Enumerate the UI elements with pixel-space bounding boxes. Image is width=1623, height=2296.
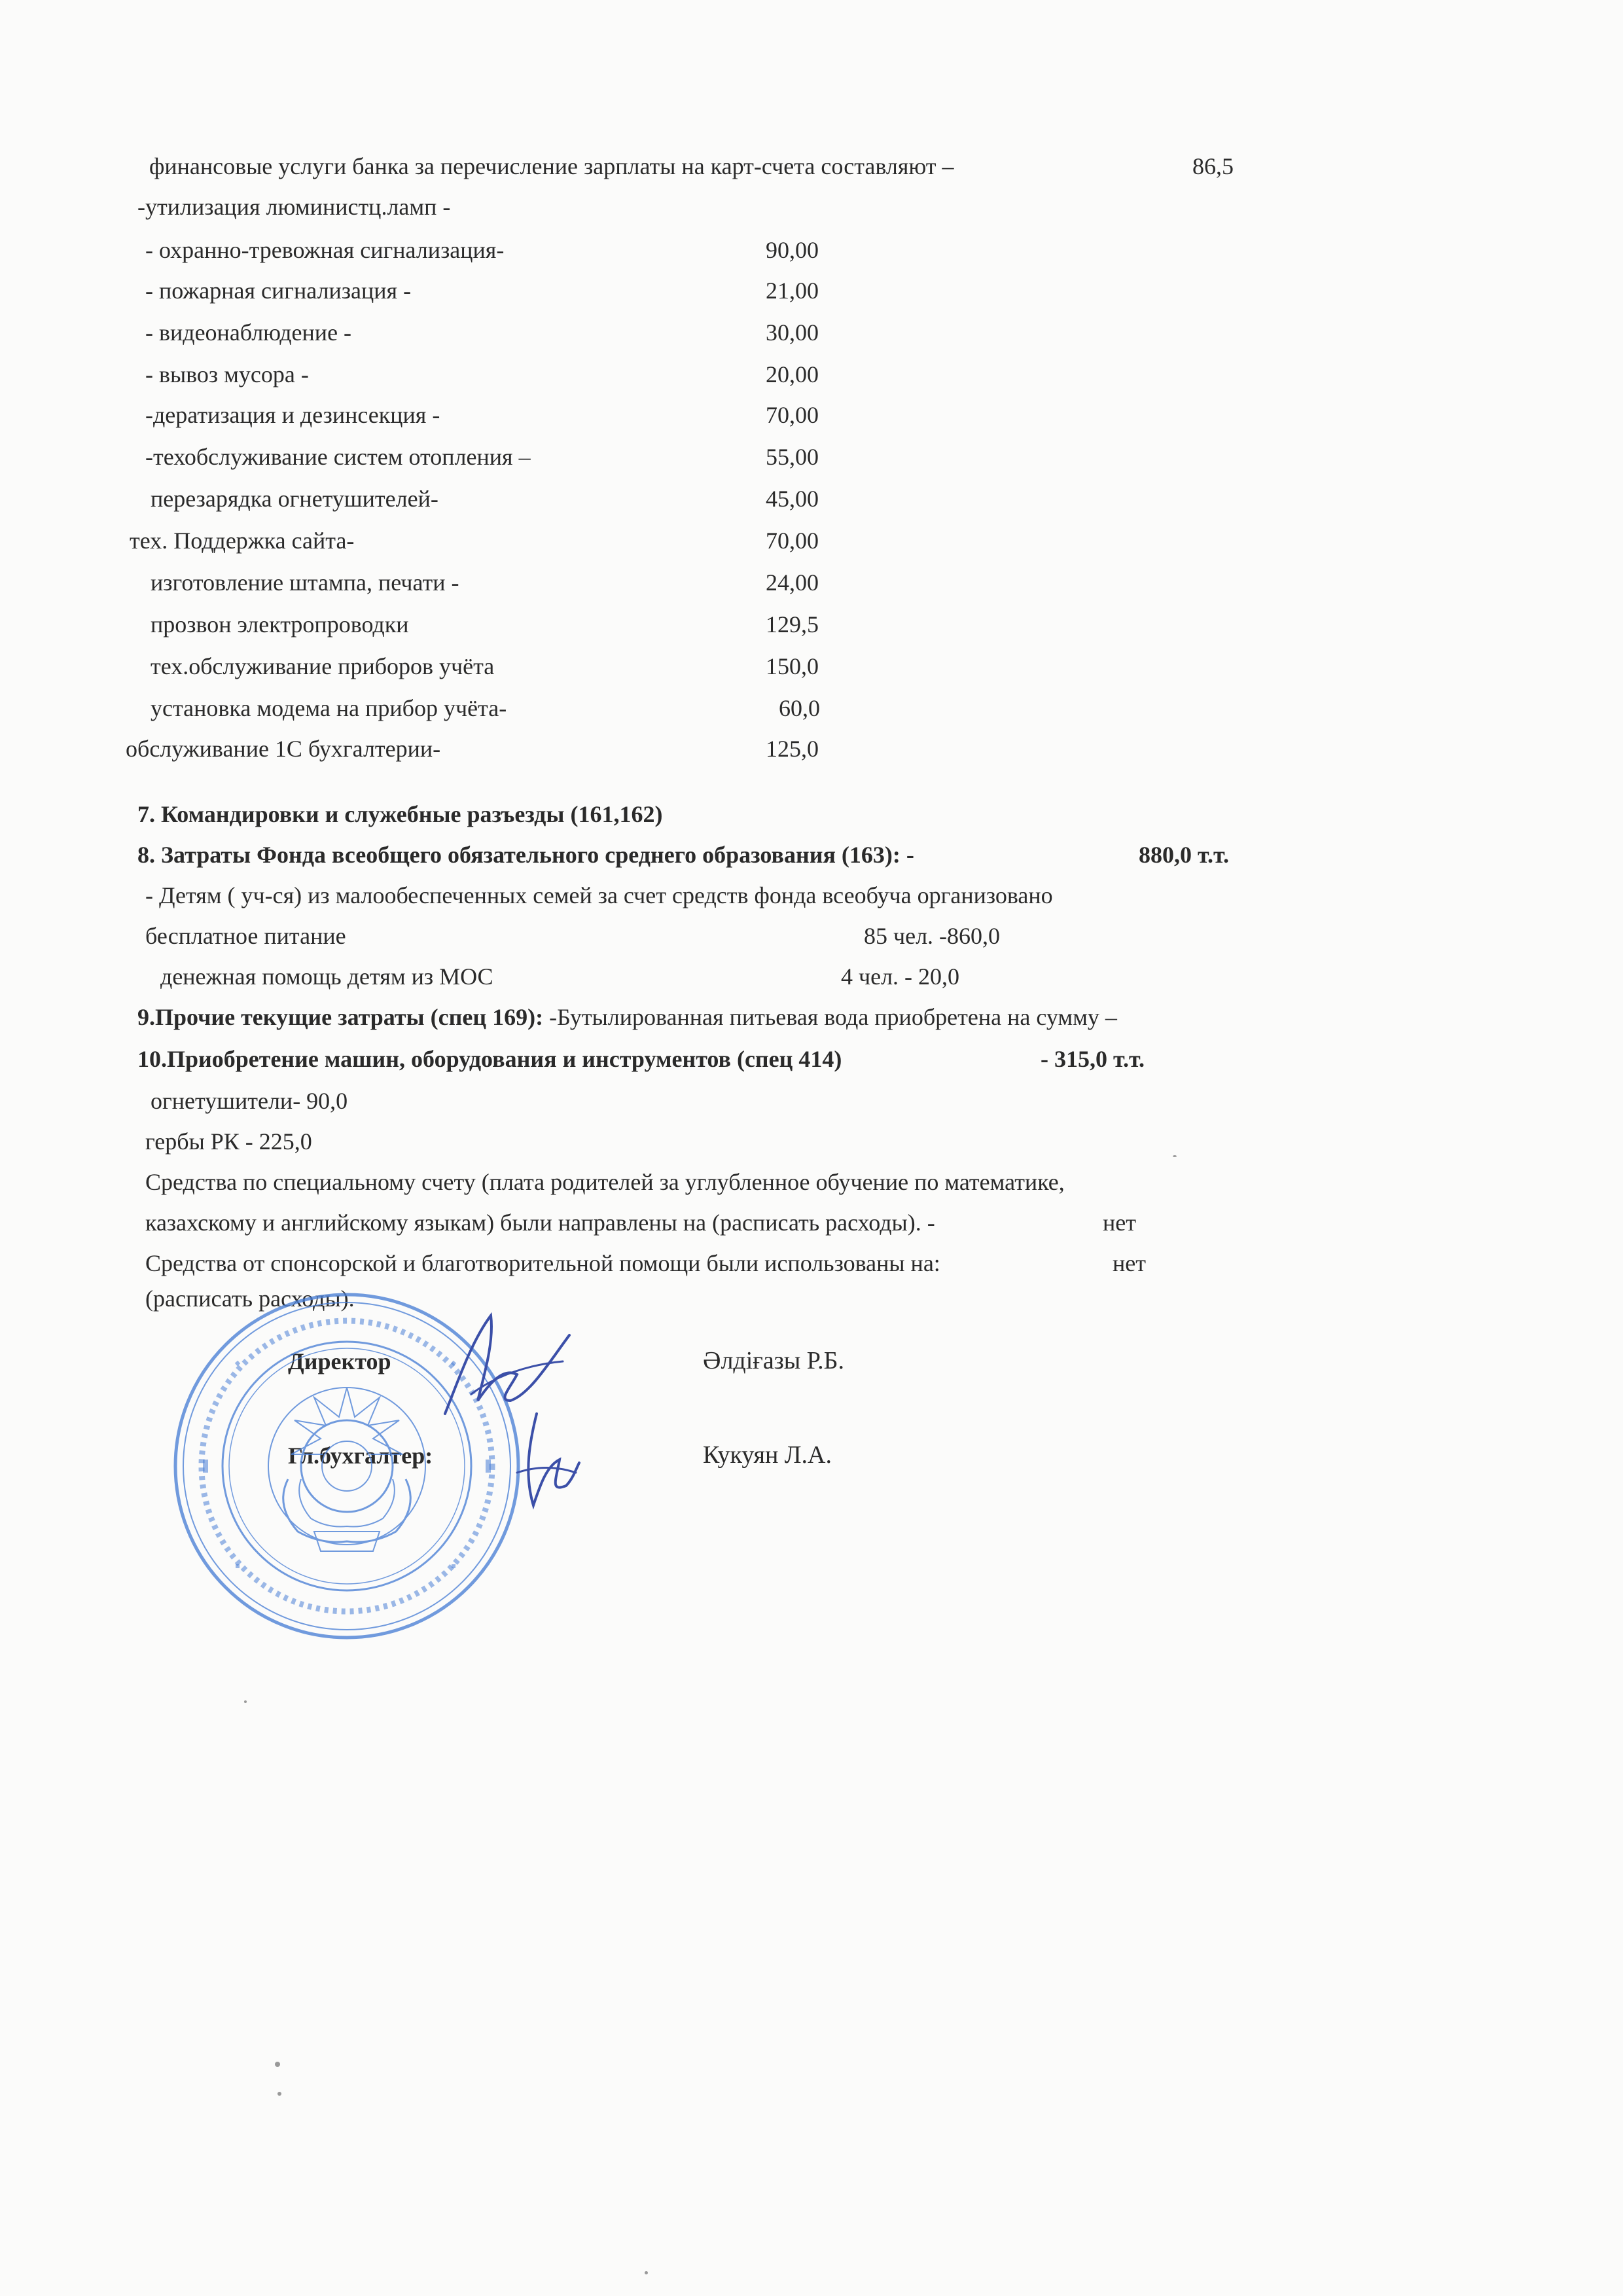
special-account-value: нет (1103, 1210, 1136, 1236)
scan-speck (244, 1700, 247, 1703)
expense-label: тех.обслуживание приборов учёта (151, 653, 495, 679)
section-8-item-label: бесплатное питание (145, 923, 346, 949)
expense-label: -дератизация и дезинсекция - (145, 402, 440, 428)
section-8-item-label: денежная помощь детям из МОС (160, 963, 493, 990)
expense-amount: 150,0 (766, 653, 819, 679)
director-title: Директор (288, 1348, 391, 1374)
expense-amount: 45,00 (766, 486, 819, 512)
section-8-title: 8. Затраты Фонда всеобщего обязательного среднего образования (163): - (137, 842, 914, 868)
expense-label: - пожарная сигнализация - (145, 278, 412, 304)
special-account-line: казахскому и английскому языкам) были направлены на (расписать расходы). - (145, 1210, 935, 1236)
expense-label: обслуживание 1С бухгалтерии- (126, 736, 441, 762)
expense-amount: 86,5 (1192, 153, 1234, 179)
section-8-amount: 880,0 т.т. (1139, 842, 1229, 868)
sponsor-line: (расписать расходы). (145, 1285, 355, 1312)
expense-label: прозвон электропроводки (151, 611, 409, 637)
special-account-line: Средства по специальному счету (плата родителей за углубленное обучение по математике, (145, 1169, 1065, 1195)
expense-label: перезарядка огнетушителей- (151, 486, 438, 512)
section-10-item: гербы РК - 225,0 (145, 1128, 312, 1155)
expense-label: изготовление штампа, печати - (151, 569, 459, 596)
section-8-item-value: 85 чел. -860,0 (864, 923, 1001, 949)
expense-label: финансовые услуги банка за перечисление зарплаты на карт-счета составляют – (149, 153, 954, 179)
expense-label: тех. Поддержка сайта- (130, 528, 355, 554)
scan-speck (645, 2271, 648, 2274)
expense-amount: 90,00 (766, 237, 819, 263)
expense-amount: 21,00 (766, 278, 819, 304)
expense-amount: 125,0 (766, 736, 819, 762)
section-9-text: -Бутылированная питьевая вода приобретена на сумму – (543, 1004, 1117, 1030)
expense-amount: 20,00 (766, 361, 819, 387)
section-9-title: 9.Прочие текущие затраты (спец 169): (137, 1004, 544, 1030)
section-10-amount: - 315,0 т.т. (1041, 1046, 1145, 1072)
expense-amount: 70,00 (766, 402, 819, 428)
director-name: Әлдіғазы Р.Б. (703, 1347, 844, 1374)
expense-label: - видеонаблюдение - (145, 319, 352, 346)
section-8-description: - Детям ( уч-ся) из малообеспеченных семей за счет средств фонда всеобуча организовано (145, 882, 1053, 908)
sponsor-value: нет (1113, 1250, 1146, 1276)
section-7-title: 7. Командировки и служебные разъезды (161,162) (137, 801, 663, 827)
expense-amount: 70,00 (766, 528, 819, 554)
expense-amount: 55,00 (766, 444, 819, 470)
expense-label: -утилизация люминистц.ламп - (137, 194, 451, 220)
scan-speck (1173, 1155, 1177, 1157)
scan-speck (277, 2092, 281, 2096)
accountant-title: Гл.бухгалтер: (288, 1443, 433, 1469)
accountant-name: Кукуян Л.А. (703, 1441, 832, 1469)
expense-amount: 24,00 (766, 569, 819, 596)
expense-label: установка модема на прибор учёта- (151, 695, 507, 721)
expense-label: - охранно-тревожная сигнализация- (145, 237, 505, 263)
expense-amount: 129,5 (766, 611, 819, 637)
sponsor-line: Средства от спонсорской и благотворительной помощи были использованы на: (145, 1250, 940, 1276)
scan-speck (275, 2062, 280, 2067)
expense-amount: 30,00 (766, 319, 819, 346)
section-10-item: огнетушители- 90,0 (151, 1088, 348, 1114)
section-10-title: 10.Приобретение машин, оборудования и инструментов (спец 414) (137, 1046, 842, 1072)
expense-label: -техобслуживание систем отопления – (145, 444, 531, 470)
section-8-item-value: 4 чел. - 20,0 (841, 963, 960, 990)
section-9-line (137, 1003, 1117, 1031)
accountant-signature (510, 1407, 582, 1525)
expense-label: - вывоз мусора - (145, 361, 309, 387)
expense-amount: 60,0 (779, 695, 820, 721)
